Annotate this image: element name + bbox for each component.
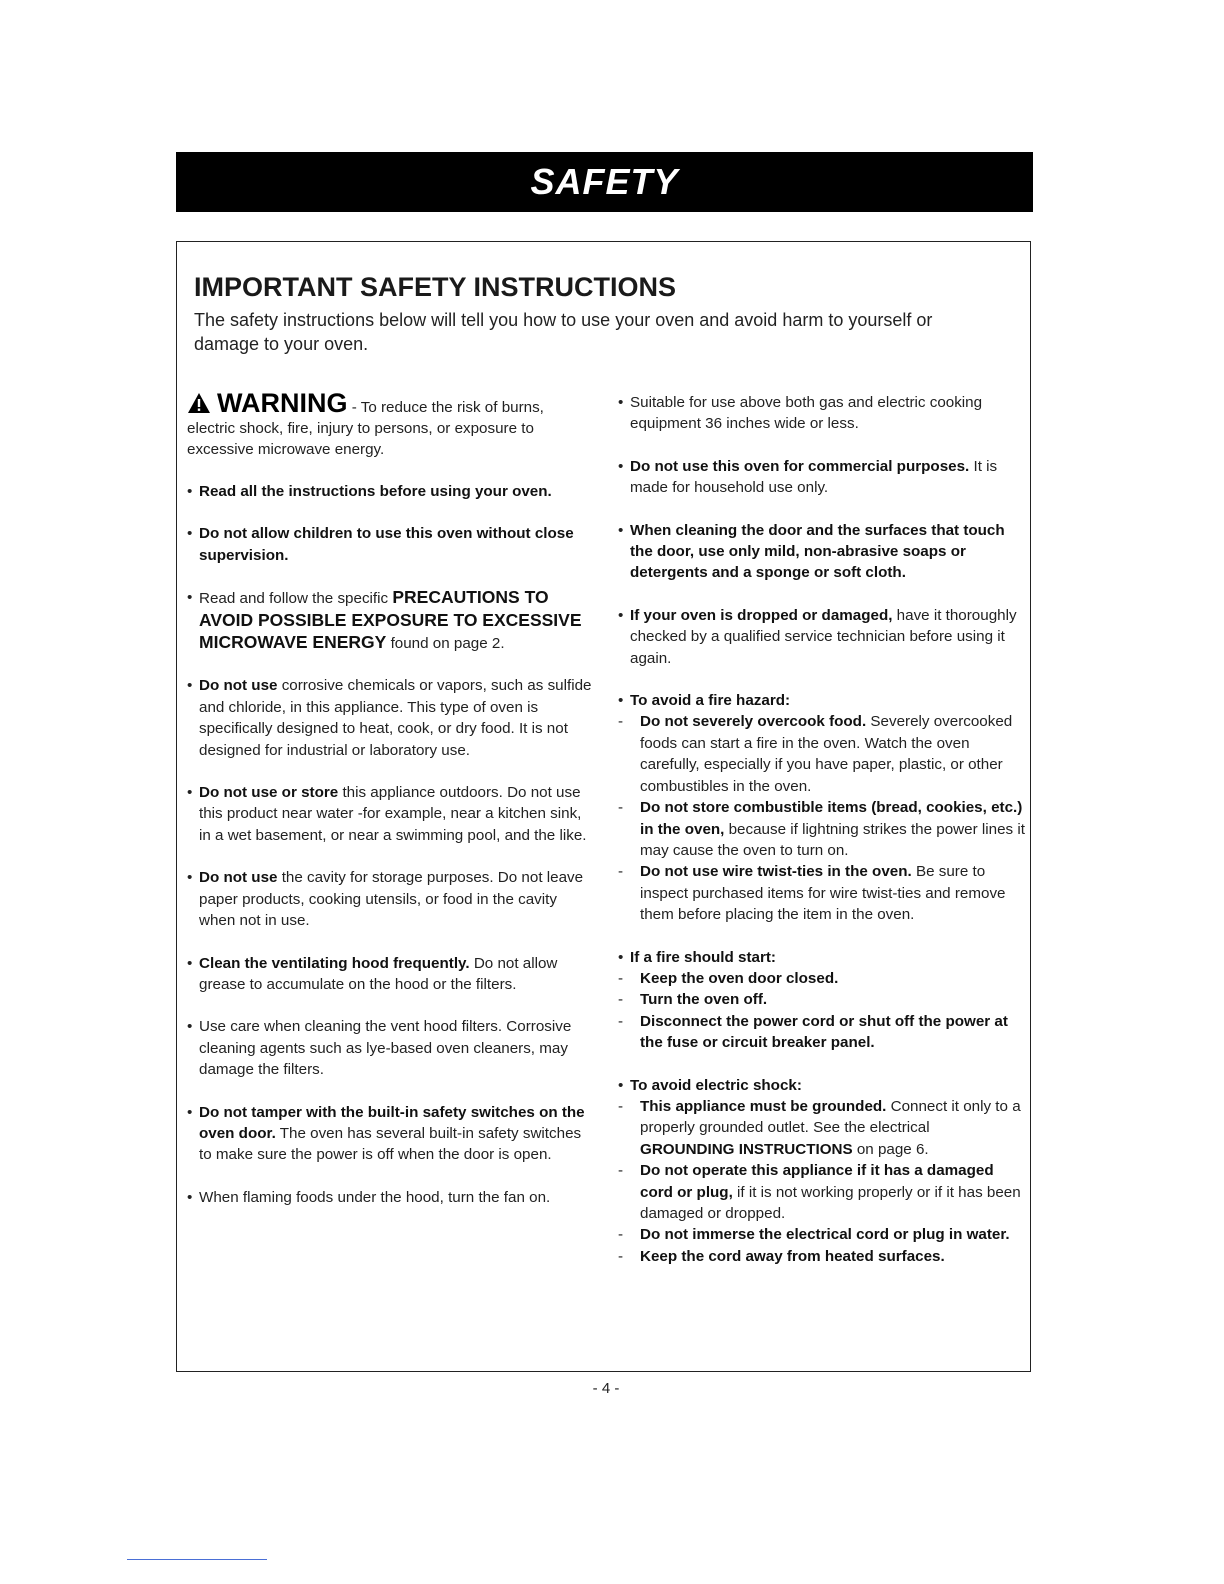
list-item: • When flaming foods under the hood, turn the fan on. [187, 1188, 551, 1206]
list-item: • Do not use this oven for commercial purposes. It is made for household use only. [618, 457, 998, 497]
list-item: • Do not use or store this appliance outdoors. Do not use this product near water -for example, near a kitchen sink, in a wet basement, or near a swimming pool, and the like. [187, 784, 587, 844]
list-item: • Suitable for use above both gas and electric cooking equipment 36 inches wide or less. [618, 394, 983, 433]
sub-item: - Do not operate this appliance if it has a damaged cord or plug, if it is not working properly or if it has been damaged or dropped. [618, 1162, 1021, 1222]
list-item: • When cleaning the door and the surfaces that touch the door, use only mild, non-abrasive soaps or detergents and a sponge or soft cloth. [618, 521, 1005, 582]
sub-item: - Turn the oven off. [618, 991, 768, 1009]
list-item: • Do not use the cavity for storage purposes. Do not leave paper products, cooking utensils, or food in the cavity when not in use. [187, 869, 584, 930]
list-item: • Clean the ventilating hood frequently. Do not allow grease to accumulate on the hood or the filters. [187, 954, 558, 993]
footer-rule [127, 1559, 267, 1560]
list-item: • Use care when cleaning the vent hood filters. Corrosive cleaning agents such as lye-based oven cleaners, may damage the filters. [187, 1018, 572, 1079]
section-banner [176, 152, 1033, 212]
warning-label: WARNING [217, 388, 348, 418]
sub-item: - Do not use wire twist-ties in the oven. Be sure to inspect purchased items for wire twist-ties and remove them before placing the item in the oven. [618, 863, 1006, 924]
list-item: • Do not allow children to use this oven without close supervision. [187, 525, 574, 564]
sub-item: - Disconnect the power cord or shut off the power at the fuse or circuit breaker panel. [618, 1012, 1008, 1052]
sub-item: - Do not severely overcook food. Severely overcooked foods can start a fire in the oven. Watch the oven carefully, especially if you have paper, plastic, or other combustibles in the oven. [618, 713, 1013, 795]
intro-text: The safety instructions below will tell you how to use your oven and avoid harm to yourself or damage to your oven. [194, 310, 933, 354]
safety-instructions-box [176, 241, 1031, 1372]
warning-triangle-icon [187, 392, 211, 414]
page-number: - 4 - [592, 1380, 620, 1397]
warning-text: - To reduce the risk of burns, electric shock, fire, injury to persons, or exposure to excessive microwave energy. [187, 399, 544, 458]
sub-item: - Do not immerse the electrical cord or plug in water. [618, 1226, 1010, 1244]
list-item: • Do not tamper with the built-in safety switches on the oven door. The oven has several built-in safety switches to make sure the power is off when the door is open. [187, 1103, 585, 1164]
warning-paragraph [187, 388, 592, 460]
electric-shock-heading: • To avoid electric shock: [618, 1076, 802, 1094]
left-column [187, 388, 592, 1208]
list-item: • If your oven is dropped or damaged, have it thoroughly checked by a qualified service technician before using it again. [618, 606, 1017, 667]
page-title: IMPORTANT SAFETY INSTRUCTIONS [194, 272, 677, 302]
fire-start-heading: • If a fire should start: [618, 948, 776, 966]
list-item: • Do not use corrosive chemicals or vapors, such as sulfide and chloride, in this appliance. This type of oven is specifically designed to heat, cook, or dry food. It is not designed for industrial or laboratory use. [187, 677, 592, 759]
banner-title: SAFETY [530, 161, 679, 202]
sub-item: - This appliance must be grounded. Connect it only to a properly grounded outlet. See the electrical GROUNDING INSTRUCTIONS on page 6. [618, 1097, 1021, 1158]
sub-item: - Do not store combustible items (bread, cookies, etc.) in the oven, because if lightning strikes the power lines it may cause the oven to turn on. [618, 799, 1025, 859]
sub-item: - Keep the oven door closed. [618, 969, 839, 987]
sub-item: - Keep the cord away from heated surfaces. [618, 1247, 945, 1265]
fire-hazard-heading: • To avoid a fire hazard: [618, 692, 791, 710]
list-item: • Read and follow the specific PRECAUTIONS TO AVOID POSSIBLE EXPOSURE TO EXCESSIVE MICROWAVE ENERGY found on page 2. [187, 587, 582, 653]
right-column [618, 392, 1028, 1267]
list-item: • Read all the instructions before using your oven. [187, 483, 552, 500]
